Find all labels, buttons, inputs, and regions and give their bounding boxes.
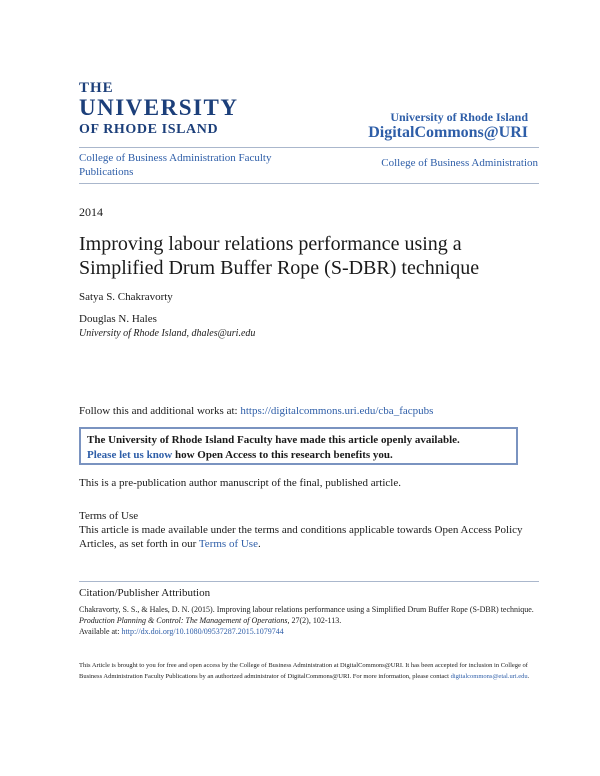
let-us-know-link[interactable]: Please let us know <box>87 449 173 461</box>
open-access-line2-text: how Open Access to this research benefits you. <box>172 449 393 461</box>
footer-note <box>79 661 549 682</box>
header-divider-top <box>79 147 539 148</box>
terms-of-use-link[interactable]: Terms of Use <box>198 538 258 550</box>
footer-end: . <box>527 672 530 680</box>
publication-year: 2014 <box>79 205 103 219</box>
prepublication-note: This is a pre-publication author manuscript of the final, published article. <box>79 477 401 489</box>
logo-line-rhode-island: OF RHODE ISLAND <box>79 122 219 137</box>
terms-body-end: . <box>257 538 261 550</box>
citation-journal: Production Planning & Control: The Management of Operations <box>79 616 288 625</box>
citation-body <box>79 604 549 637</box>
open-access-line1: The University of Rhode Island Faculty have made this article openly available. <box>87 434 460 446</box>
header-divider-bottom <box>79 183 539 184</box>
citation-text-1: Chakravorty, S. S., & Hales, D. N. (2015). Improving labour relations performance using a Simplified Drum Buffer Rope (S-DBR) technique. <box>79 605 534 614</box>
author-2: Douglas N. Hales <box>79 313 157 325</box>
citation-divider <box>79 581 539 582</box>
author-2-affiliation: University of Rhode Island, dhales@uri.edu <box>79 328 256 339</box>
citation-text-2: , 27(2), 102-113. <box>287 616 342 625</box>
logo-line-the: THE <box>79 80 114 96</box>
repository-name-link[interactable]: DigitalCommons@URI <box>368 124 528 141</box>
logo-line-university: UNIVERSITY <box>79 95 239 120</box>
follow-link[interactable]: https://digitalcommons.uri.edu/cba_facpubs <box>240 405 434 417</box>
terms-body <box>79 523 549 551</box>
doi-link[interactable]: http://dx.doi.org/10.1080/09537287.2015.1079744 <box>121 627 284 636</box>
open-access-line2 <box>87 448 516 463</box>
open-access-box <box>79 427 518 465</box>
follow-text: Follow this and additional works at: <box>79 405 241 417</box>
contact-email-link[interactable]: digitalcommons@etal.uri.edu <box>450 672 528 680</box>
collection-link-right[interactable]: College of Business Administration <box>381 157 538 169</box>
article-title: Improving labour relations performance using a Simplified Drum Buffer Rope (S-DBR) technique <box>79 233 480 279</box>
collection-link-left[interactable]: College of Business Administration Faculty Publications <box>79 152 272 178</box>
terms-heading: Terms of Use <box>79 510 139 522</box>
citation-heading: Citation/Publisher Attribution <box>79 587 211 599</box>
footer-text: This Article is brought to you for free and open access by the College of Business Administration at DigitalCommons@URI. It has been accepted for inclusion in College of Business Administration Faculty Publications by an authorized administrator of DigitalCommons@URI. For more information, please contact <box>79 662 528 680</box>
repository-institution-link[interactable]: University of Rhode Island <box>390 110 528 124</box>
follow-line <box>79 405 433 417</box>
available-at-label: Available at: <box>79 627 122 636</box>
terms-body-text: This article is made available under the terms and conditions applicable towards Open Access Policy Articles, as set forth in our <box>79 524 523 550</box>
author-1: Satya S. Chakravorty <box>79 291 173 303</box>
